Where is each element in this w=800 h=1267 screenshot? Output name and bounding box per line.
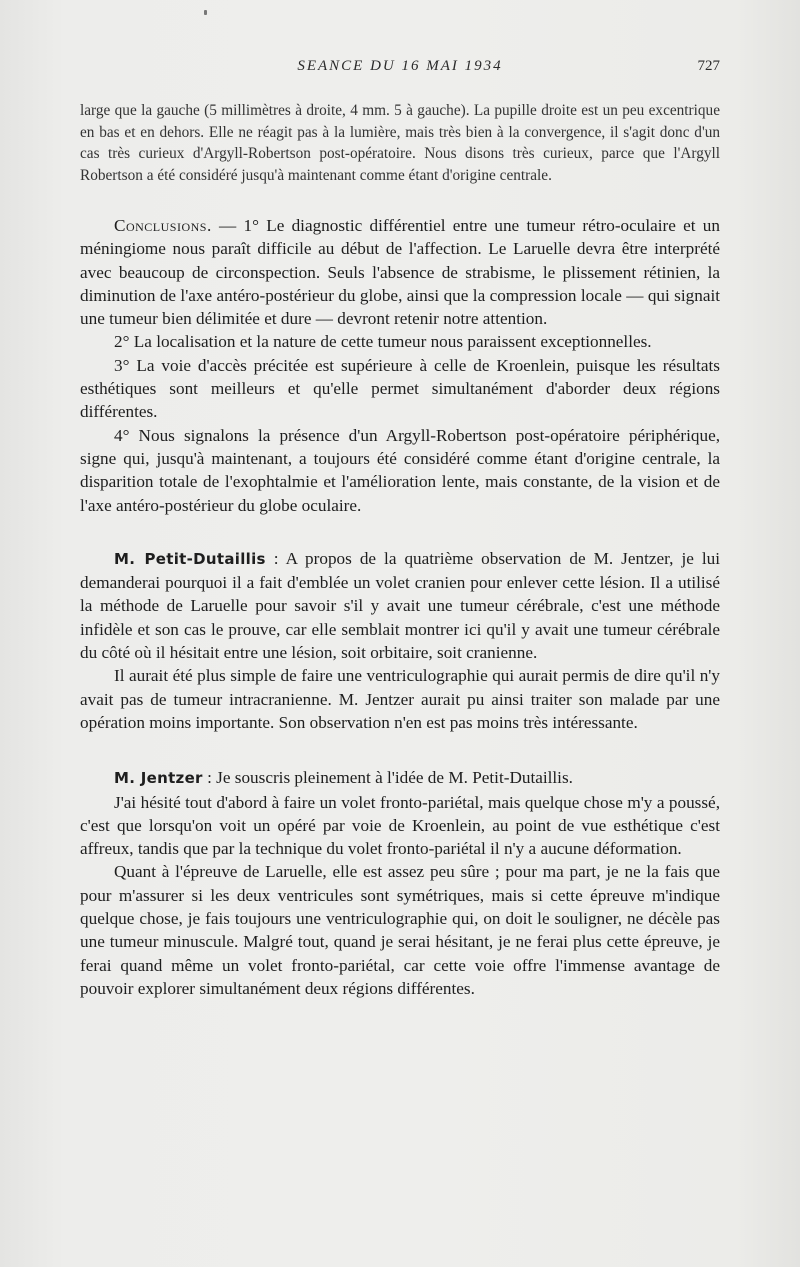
- page-number: 727: [697, 58, 720, 74]
- ink-speck: [204, 10, 207, 15]
- petit-dutaillis-remark: : A propos de la quatrième observation de M. Jentzer, je lui demanderai pourquoi il a fait d'emblée un volet cranien pour enlever cette lésion. Il a utilisé la méthode de Laruelle pour savoir s'il y avait une tumeur cérébrale, c'est une méthode infidèle et son cas le prouve, car elle semblait montrer ici qu'il y avait une tumeur cérébrale du côté où il hésitait entre une lésion, soit orbitaire, soit cranienne.: [80, 548, 720, 663]
- conclusions-point-4: 4° Nous signalons la présence d'un Argyll-Robertson post-opératoire périphérique, signe qui, jusqu'à maintenant, a toujours été considéré comme étant d'origine centrale, la disparition totale de l'exophtalmie et l'amélioration lente, mais constante, de la vision et de l'axe antéro-postérieur du globe oculaire.: [80, 425, 720, 515]
- paragraph-ventriculography: Il aurait été plus simple de faire une ventriculographie qui aurait permis de dire qu'il n'y avait pas de tumeur intracranienne. M. Jentzer aurait pu ainsi traiter son malade par une opération moins importante. Son observation n'en est pas moins très intéressante.: [80, 666, 720, 732]
- paragraph-conclusions: [80, 214, 720, 330]
- page-header: [80, 58, 720, 82]
- conclusions-point-3: 3° La voie d'accès précitée est supérieure à celle de Kroenlein, puisque les résultats esthétiques sont meilleurs et qu'elle permet simultanément d'aborder deux régions différentes.: [80, 355, 720, 422]
- paragraph-petit-dutaillis: [80, 547, 720, 664]
- jentzer-reply: : Je souscris pleinement à l'idée de M. Petit-Dutaillis.: [202, 768, 573, 788]
- paragraph-laruelle-test: Quant à l'épreuve de Laruelle, elle est assez peu sûre ; pour ma part, je ne la fais que pour m'assurer si les deux ventricules sont symétriques, mais si cette épreuve m'indique quelque chose, je fais toujours une ventriculographie qui, on doit le souligner, ne décèle pas une tumeur minuscule. Malgré tout, quand je serai hésitant, je ne ferai plus cette épreuve, je ferai quand même un volet fronto-pariétal, car cette voie offre l'immense avantage de pouvoir explorer simultanément deux régions différentes.: [80, 862, 720, 998]
- conclusions-point-2: 2° La localisation et la nature de cette tumeur nous paraissent exceptionnelles.: [114, 332, 652, 352]
- page-body: [80, 100, 720, 1000]
- paragraph-fronto-parietal: J'ai hésité tout d'abord à faire un volet fronto-pariétal, mais quelque chose m'y a poussé, c'est que lorsqu'on voit un opéré par voie de Kroenlein, au point de vue esthétique c'est affreux, tandis que par la technique du volet fronto-pariétal il n'y a aucune déformation.: [80, 792, 720, 859]
- conclusions-point-1: — 1° Le diagnostic différentiel entre une tumeur rétro-oculaire et un méningiome nous paraît difficile au début de l'affection. Le Laruelle devra être interprété avec beaucoup de circonspection. Seuls l'absence de strabisme, le plissement rétinien, la diminution de l'axe antéro-postérieur du globe, ainsi que la compression locale — qui signait une tumeur bien délimitée et dure — devront retenir notre attention.: [80, 216, 720, 329]
- conclusions-heading: Conclusions.: [114, 216, 212, 235]
- speaker-petit-dutaillis: M. Petit-Dutaillis: [114, 549, 266, 568]
- running-title: SEANCE DU 16 MAI 1934: [297, 58, 503, 74]
- paragraph-jentzer: [80, 766, 720, 790]
- paragraph-case-report: large que la gauche (5 millimètres à droite, 4 mm. 5 à gauche). La pupille droite est un peu excentrique en bas et en dehors. Elle ne réagit pas à la lumière, mais très bien à la convergence, il s'agit donc d'un cas très curieux d'Argyll-Robertson post-opératoire. Nous disons très curieux, parce que l'Argyll Robertson a été considéré jusqu'à maintenant comme étant d'origine centrale.: [80, 102, 720, 184]
- speaker-jentzer: M. Jentzer: [114, 769, 203, 788]
